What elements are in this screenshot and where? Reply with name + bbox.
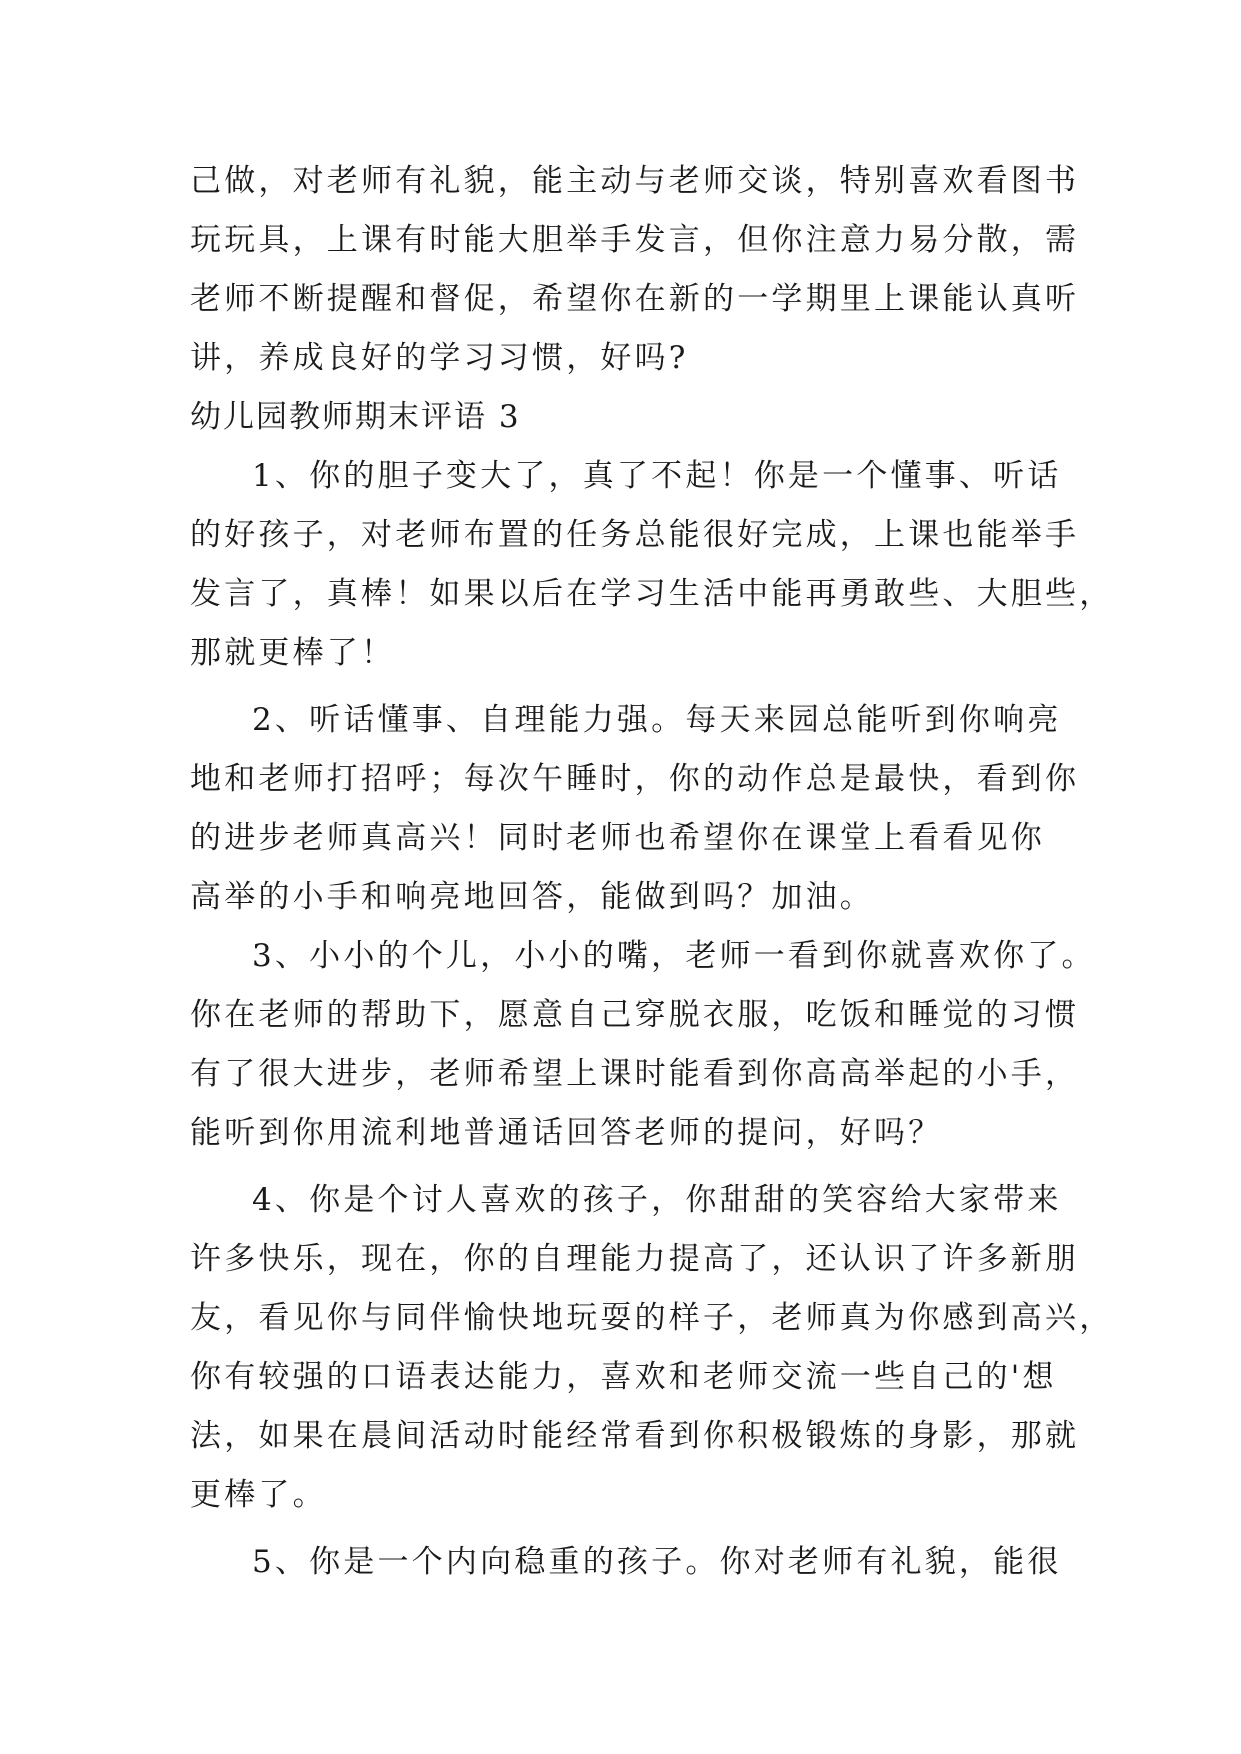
paragraph-3-line: 3、小小的个儿，小小的嘴，老师一看到你就喜欢你了。	[252, 938, 1096, 974]
text-line: 的进步老师真高兴！同时老师也希望你在课堂上看看见你	[190, 820, 1045, 856]
text-line: 高举的小手和响亮地回答，能做到吗？加油。	[190, 879, 874, 915]
text-line: 你有较强的口语表达能力，喜欢和老师交流一些自己的'想	[190, 1359, 1057, 1395]
text-line: 发言了，真棒！如果以后在学习生活中能再勇敢些、大胆些，	[190, 576, 1114, 612]
text-line: 有了很大进步，老师希望上课时能看到你高高举起的小手，	[190, 1056, 1080, 1092]
document-page	[190, 152, 1114, 1592]
paragraph-1-line: 1、你的胆子变大了，真了不起！你是一个懂事、听话	[252, 458, 1062, 494]
text-line: 你在老师的帮助下，愿意自己穿脱衣服，吃饭和睡觉的习惯	[190, 997, 1080, 1033]
text-line: 法，如果在晨间活动时能经常看到你积极锻炼的身影，那就	[190, 1418, 1080, 1454]
text-line: 讲，养成良好的学习习惯，好吗?	[190, 340, 689, 376]
paragraph-2-line: 2、听话懂事、自理能力强。每天来园总能听到你响亮	[252, 702, 1062, 738]
text-line: 玩玩具，上课有时能大胆举手发言，但你注意力易分散，需	[190, 222, 1080, 258]
text-line: 的好孩子，对老师布置的任务总能很好完成，上课也能举手	[190, 517, 1080, 553]
text-line: 老师不断提醒和督促，希望你在新的一学期里上课能认真听	[190, 281, 1080, 317]
text-line: 己做，对老师有礼貌，能主动与老师交谈，特别喜欢看图书	[190, 163, 1080, 199]
paragraph-5-line: 5、你是一个内向稳重的孩子。你对老师有礼貌，能很	[252, 1544, 1062, 1580]
paragraph-4-line: 4、你是个讨人喜欢的孩子，你甜甜的笑容给大家带来	[252, 1182, 1062, 1218]
text-line: 能听到你用流利地普通话回答老师的提问，好吗？	[190, 1115, 943, 1151]
text-line: 更棒了。	[190, 1477, 327, 1513]
text-line: 友，看见你与同伴愉快地玩耍的样子，老师真为你感到高兴，	[190, 1300, 1114, 1336]
text-line: 地和老师打招呼；每次午睡时，你的动作总是最快，看到你	[190, 761, 1080, 797]
text-line: 那就更棒了！	[190, 635, 396, 671]
text-line: 许多快乐，现在，你的自理能力提高了，还认识了许多新朋	[190, 1241, 1080, 1277]
section-heading: 幼儿园教师期末评语 3	[190, 399, 521, 435]
